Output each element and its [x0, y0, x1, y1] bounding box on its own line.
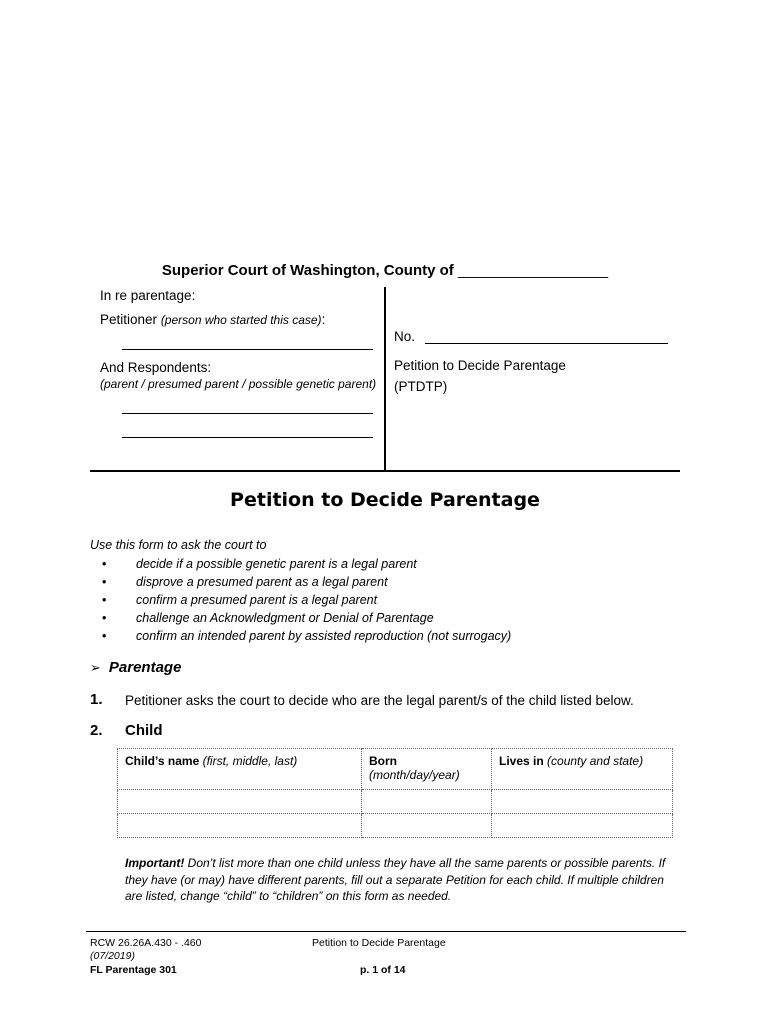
- important-note: [125, 855, 675, 905]
- bullet-icon: •: [102, 557, 107, 571]
- list-item: [90, 574, 511, 592]
- page-title: Petition to Decide Parentage: [230, 489, 540, 511]
- bullet-text: confirm a presumed parent is a legal parent: [136, 593, 378, 607]
- case-number-field[interactable]: [425, 343, 668, 344]
- child-table: [117, 748, 673, 838]
- respondents-hint: (parent / presumed parent / possible genetic parent): [100, 377, 377, 391]
- intro-bullet-list: [90, 556, 511, 646]
- petitioner-label-row: [100, 312, 325, 327]
- petitioner-label: Petitioner: [100, 312, 158, 327]
- item-2-text: Child: [125, 722, 163, 739]
- header-born-label: Born: [369, 754, 397, 768]
- table-row: [118, 790, 673, 814]
- caption-doc-code: (PTDTP): [394, 379, 448, 394]
- court-title: [0, 262, 770, 279]
- lives-in-cell[interactable]: [492, 790, 673, 814]
- bullet-icon: •: [102, 593, 107, 607]
- county-blank[interactable]: __________________: [457, 262, 609, 279]
- respondent-name-field-1[interactable]: [122, 413, 373, 414]
- child-name-cell[interactable]: [118, 814, 362, 838]
- list-item: [90, 628, 511, 646]
- lives-in-cell[interactable]: [492, 814, 673, 838]
- bullet-icon: •: [102, 575, 107, 589]
- born-cell[interactable]: [362, 790, 492, 814]
- footer-page-number: p. 1 of 14: [360, 964, 406, 976]
- list-item: [90, 610, 511, 628]
- petitioner-colon: :: [321, 312, 326, 327]
- intro-lead: Use this form to ask the court to: [90, 538, 267, 552]
- important-text: Don’t list more than one child unless they have all the same parents or possible parents. If they have (or may) have different parents, fill out a separate Petition for each child. If multiple children are listed, change “child” to “children” on this form as needed.: [125, 856, 666, 903]
- header-child-name-label: Child’s name: [125, 754, 200, 768]
- section-title: Parentage: [108, 659, 182, 676]
- item-2-number: 2.: [90, 722, 103, 739]
- table-row: [118, 814, 673, 838]
- petitioner-name-field[interactable]: [122, 349, 373, 350]
- born-cell[interactable]: [362, 814, 492, 838]
- bullet-text: confirm an intended parent by assisted reproduction (not surrogacy): [136, 629, 512, 643]
- case-number-label: No.: [394, 329, 416, 344]
- caption-divider-vertical: [384, 287, 386, 472]
- child-name-cell[interactable]: [118, 790, 362, 814]
- arrow-bullet-icon: ➢: [90, 661, 101, 676]
- header-lives-in-label: Lives in: [499, 754, 544, 768]
- caption-divider-horizontal: [90, 470, 680, 472]
- item-1-number: 1.: [90, 691, 103, 708]
- footer-rcw: RCW 26.26A.430 - .460: [90, 937, 202, 949]
- court-title-text: Superior Court of Washington, County of: [161, 262, 454, 279]
- respondent-name-field-2[interactable]: [122, 437, 373, 438]
- caption-doc-title: Petition to Decide Parentage: [394, 358, 566, 373]
- table-header-row: [118, 749, 673, 790]
- header-child-name-hint: (first, middle, last): [202, 754, 298, 768]
- header-lives-in: [492, 749, 673, 790]
- bullet-text: disprove a presumed parent as a legal parent: [136, 575, 388, 589]
- in-re-label: In re parentage:: [100, 288, 196, 303]
- bullet-text: challenge an Acknowledgment or Denial of Parentage: [136, 611, 434, 625]
- footer-form-id: FL Parentage 301: [90, 964, 177, 976]
- footer-rule: [86, 931, 686, 932]
- header-child-name: [118, 749, 362, 790]
- footer-doc-title: Petition to Decide Parentage: [312, 937, 446, 949]
- header-born-hint: (month/day/year): [369, 768, 460, 782]
- bullet-icon: •: [102, 629, 107, 643]
- bullet-icon: •: [102, 611, 107, 625]
- petitioner-hint: (person who started this case): [160, 313, 322, 327]
- footer-date: (07/2019): [90, 950, 135, 962]
- header-lives-in-hint: (county and state): [547, 754, 644, 768]
- important-lead: Important!: [125, 856, 185, 870]
- section-heading-parentage: [90, 659, 181, 676]
- respondents-label: And Respondents:: [100, 360, 212, 375]
- header-born: [362, 749, 492, 790]
- list-item: [90, 592, 511, 610]
- list-item: [90, 556, 511, 574]
- item-1-text: Petitioner asks the court to decide who are the legal parent/s of the child listed below.: [125, 693, 634, 708]
- bullet-text: decide if a possible genetic parent is a legal parent: [136, 557, 417, 571]
